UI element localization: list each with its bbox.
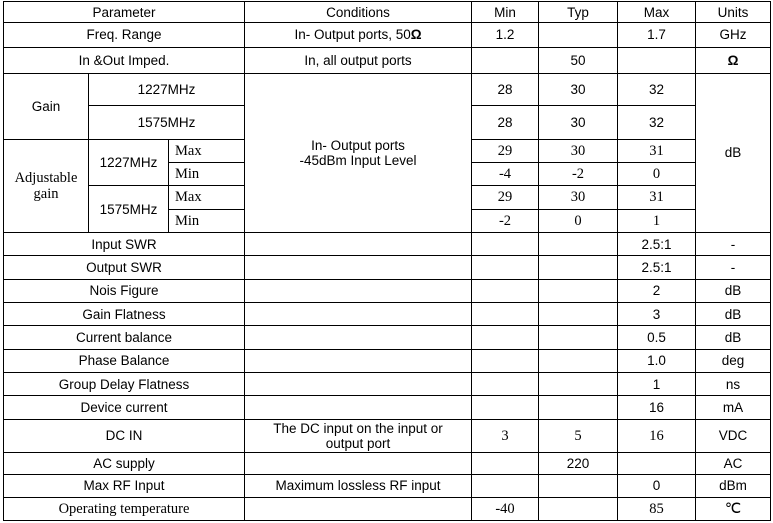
simple-row-max: 2	[618, 279, 696, 302]
simple-row-parameter: Phase Balance	[4, 349, 245, 372]
table-row	[4, 396, 771, 419]
simple-row-typ	[539, 256, 618, 279]
freq-range-max: 1.7	[618, 23, 696, 47]
operating-temp-condition	[245, 497, 472, 520]
impedance-typ: 50	[539, 47, 618, 73]
ac-supply-typ: 220	[539, 453, 618, 475]
gain-conditions	[245, 73, 472, 232]
simple-row-units: dB	[696, 303, 771, 326]
dc-in-units: VDC	[696, 419, 771, 452]
simple-row-min	[472, 349, 539, 372]
impedance-label: In &Out Imped.	[4, 47, 245, 73]
simple-row-max: 1.0	[618, 349, 696, 372]
simple-row-parameter: Nois Figure	[4, 279, 245, 302]
gain-1575-typ: 30	[539, 106, 618, 139]
operating-temp-units: ℃	[696, 497, 771, 520]
dc-in-condition-line1: The DC input on the input or	[273, 420, 443, 436]
simple-row-min	[472, 396, 539, 419]
max-rf-max: 0	[618, 475, 696, 497]
adj-1575-mode-max: Max	[169, 186, 245, 209]
dc-in-condition-line2: output port	[325, 435, 391, 451]
spec-table	[3, 1, 771, 521]
simple-row-parameter: Group Delay Flatness	[4, 372, 245, 395]
max-rf-condition: Maximum lossless RF input	[245, 475, 472, 497]
simple-row-parameter: Gain Flatness	[4, 303, 245, 326]
impedance-min	[472, 47, 539, 73]
simple-row-condition	[245, 256, 472, 279]
adjustable-gain-label	[4, 139, 89, 232]
gain-1575-min: 28	[472, 106, 539, 139]
table-row	[4, 303, 771, 326]
simple-row-min	[472, 279, 539, 302]
simple-row-max: 1	[618, 372, 696, 395]
simple-row-units: mA	[696, 396, 771, 419]
header-parameter: Parameter	[4, 2, 245, 23]
simple-row-typ	[539, 233, 618, 256]
gain-freq-1227: 1227MHz	[89, 73, 245, 105]
simple-row-parameter: Input SWR	[4, 233, 245, 256]
dc-in-max: 16	[618, 419, 696, 452]
adj-1227-max-max: 31	[618, 139, 696, 162]
simple-row-typ	[539, 396, 618, 419]
simple-row-max: 3	[618, 303, 696, 326]
ac-supply-label: AC supply	[4, 453, 245, 475]
simple-row-condition	[245, 372, 472, 395]
adj-1227-min-typ: -2	[539, 163, 618, 186]
simple-row-min	[472, 326, 539, 349]
gain-freq-1575: 1575MHz	[89, 106, 245, 139]
max-rf-min	[472, 475, 539, 497]
header-typ: Typ	[539, 2, 618, 23]
ac-supply-condition	[245, 453, 472, 475]
simple-row-max: 2.5:1	[618, 256, 696, 279]
simple-row-min	[472, 233, 539, 256]
operating-temp-typ	[539, 497, 618, 520]
ac-supply-units: AC	[696, 453, 771, 475]
simple-row-typ	[539, 372, 618, 395]
simple-row-condition	[245, 279, 472, 302]
gain-label: Gain	[4, 73, 89, 139]
gain-1575-max: 32	[618, 106, 696, 139]
header-min: Min	[472, 2, 539, 23]
simple-row-units: ns	[696, 372, 771, 395]
simple-row-typ	[539, 349, 618, 372]
simple-row-min	[472, 303, 539, 326]
simple-row-typ	[539, 326, 618, 349]
operating-temp-max: 85	[618, 497, 696, 520]
dc-in-typ: 5	[539, 419, 618, 452]
simple-row-condition	[245, 303, 472, 326]
gain-condition-line2: -45dBm Input Level	[299, 153, 417, 169]
table-row	[4, 349, 771, 372]
table-row	[4, 372, 771, 395]
dc-in-condition	[245, 419, 472, 452]
operating-temp-min: -40	[472, 497, 539, 520]
adj-1227-min-min: -4	[472, 163, 539, 186]
table-row	[4, 453, 771, 475]
gain-condition-line1: In- Output ports	[311, 137, 405, 153]
adj-1575-max-max: 31	[618, 186, 696, 209]
adj-1227-min-max: 0	[618, 163, 696, 186]
freq-range-min: 1.2	[472, 23, 539, 47]
adj-freq-1575: 1575MHz	[89, 186, 169, 233]
adj-1575-mode-min: Min	[169, 209, 245, 232]
impedance-max	[618, 47, 696, 73]
table-row	[4, 279, 771, 302]
operating-temp-label: Operating temperature	[4, 497, 245, 520]
table-row	[4, 47, 771, 73]
gain-1227-typ: 30	[539, 73, 618, 105]
table-row	[4, 326, 771, 349]
ac-supply-min	[472, 453, 539, 475]
simple-row-condition	[245, 396, 472, 419]
simple-row-units: dB	[696, 326, 771, 349]
simple-row-condition	[245, 233, 472, 256]
ac-supply-max	[618, 453, 696, 475]
adj-1575-min-min: -2	[472, 209, 539, 232]
max-rf-units: dBm	[696, 475, 771, 497]
gain-1227-min: 28	[472, 73, 539, 105]
adj-1227-mode-min: Min	[169, 163, 245, 186]
gain-1227-max: 32	[618, 73, 696, 105]
max-rf-typ	[539, 475, 618, 497]
table-row	[4, 419, 771, 452]
simple-row-units: -	[696, 256, 771, 279]
simple-row-typ	[539, 303, 618, 326]
adj-1575-min-typ: 0	[539, 209, 618, 232]
dc-in-label: DC IN	[4, 419, 245, 452]
freq-range-typ	[539, 23, 618, 47]
freq-range-label: Freq. Range	[4, 23, 245, 47]
adj-1575-max-min: 29	[472, 186, 539, 209]
freq-range-units: GHz	[696, 23, 771, 47]
simple-row-units: dB	[696, 279, 771, 302]
impedance-condition: In, all output ports	[245, 47, 472, 73]
table-row	[4, 475, 771, 497]
simple-row-parameter: Output SWR	[4, 256, 245, 279]
table-row	[4, 23, 771, 47]
simple-rows	[4, 233, 771, 420]
adj-freq-1227: 1227MHz	[89, 139, 169, 186]
adjustable-gain-label-line2: gain	[33, 185, 59, 202]
simple-row-condition	[245, 326, 472, 349]
header-max: Max	[618, 2, 696, 23]
impedance-units: Ω	[696, 47, 771, 73]
simple-row-max: 16	[618, 396, 696, 419]
simple-row-min	[472, 256, 539, 279]
adj-1227-mode-max: Max	[169, 139, 245, 162]
header-row	[4, 2, 771, 23]
gain-units: dB	[696, 73, 771, 232]
header-units: Units	[696, 2, 771, 23]
adj-1227-max-typ: 30	[539, 139, 618, 162]
simple-row-max: 2.5:1	[618, 233, 696, 256]
simple-row-parameter: Device current	[4, 396, 245, 419]
dc-in-min: 3	[472, 419, 539, 452]
simple-row-condition	[245, 349, 472, 372]
header-conditions: Conditions	[245, 2, 472, 23]
simple-row-units: deg	[696, 349, 771, 372]
adj-1575-min-max: 1	[618, 209, 696, 232]
max-rf-label: Max RF Input	[4, 475, 245, 497]
simple-row-units: -	[696, 233, 771, 256]
table-row	[4, 256, 771, 279]
adjustable-gain-label-line1: Adjustable	[14, 169, 78, 186]
simple-row-parameter: Current balance	[4, 326, 245, 349]
adj-1227-max-min: 29	[472, 139, 539, 162]
freq-range-condition: In- Output ports, 50Ω	[245, 23, 472, 47]
simple-row-typ	[539, 279, 618, 302]
table-row	[4, 497, 771, 520]
simple-row-min	[472, 372, 539, 395]
simple-row-max: 0.5	[618, 326, 696, 349]
table-row	[4, 73, 771, 105]
adj-1575-max-typ: 30	[539, 186, 618, 209]
table-row	[4, 233, 771, 256]
